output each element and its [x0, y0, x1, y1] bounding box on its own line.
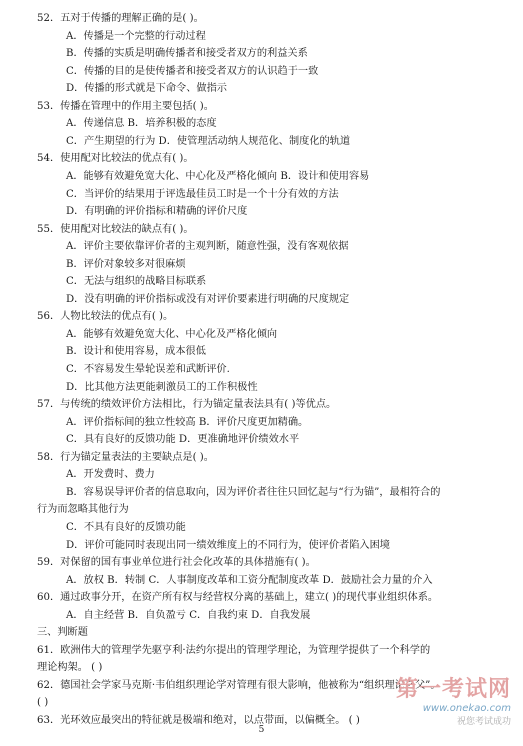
continuation-line: 行为而忽略其他行为: [37, 504, 129, 516]
watermark-title: 第一考试网: [395, 677, 511, 702]
option-line: C．传播的目的是使传播者和接受者双方的认识趋于一致: [66, 65, 319, 77]
option-line: A．传递信息 B．培养积极的态度: [66, 118, 217, 130]
option-line: C．具有良好的反馈功能 D．更准确地评价绩效水平: [66, 434, 300, 446]
watermark-url: www.onekao.com: [422, 703, 511, 714]
option-line: A．放权 B．转制 C．人事制度改革和工资分配制度改革 D．鼓励社会力量的介入: [66, 574, 433, 586]
question-line: 58．行为锚定量表法的主要缺点是( )。: [37, 451, 214, 463]
option-line: C．产生期望的行为 D．使管理活动纳人规范化、制度化的轨道: [66, 135, 351, 147]
question-line: 54．使用配对比较法的优点有( )。: [37, 153, 194, 165]
option-line: B．传播的实质是明确传播者和接受者双方的利益关系: [66, 48, 308, 60]
option-line: A．开发费时、费力: [66, 469, 155, 481]
option-line: C．无法与组织的战略目标联系: [66, 276, 207, 288]
option-line: B．容易误导评价者的信息取向，因为评价者往往只回忆起与“行为锚”，最相符合的: [66, 486, 441, 498]
continuation-line: 理论构架。 ( ): [37, 662, 103, 674]
option-line: D．传播的形式就是下命令、做指示: [66, 83, 227, 95]
option-line: C．不容易发生晕轮误差和武断评价.: [66, 364, 230, 375]
question-line: 59．对保留的国有事业单位进行社会化改革的具体措施有( )。: [37, 557, 316, 569]
question-line: 62．德国社会学家马克斯·韦伯组织理论学对管理有很大影响，他被称为“组织理论之父”。: [37, 679, 441, 691]
option-line: D．有明确的评价指标和精确的评价尺度: [66, 206, 248, 218]
option-line: D．比其他方法更能刺激员工的工作积极性: [66, 381, 258, 393]
option-line: A．评价主要依靠评价者的主观判断，随意性强，没有客观依据: [66, 241, 349, 253]
question-line: 55．使用配对比较法的缺点有( )。: [37, 223, 194, 235]
option-line: A．自主经营 B．自负盈亏 C．自我约束 D．自我发展: [66, 609, 311, 621]
question-line: 61．欧洲伟大的管理学先驱亨利·法约尔提出的管理学理论，为管理学提供了一个科学的: [37, 644, 431, 656]
option-line: A．能够有效避免宽大化、中心化及严格化倾向 B．设计和使用容易: [66, 170, 370, 182]
section-heading: 三、判断题: [37, 627, 88, 639]
question-line: 52．五对于传播的理解正确的是( )。: [37, 13, 204, 24]
watermark-slogan: 祝您考试成功: [456, 717, 511, 727]
option-line: D．没有明确的评价指标或没有对评价要素进行明确的尺度规定: [66, 293, 350, 305]
question-line: 57．与传统的绩效评价方法相比，行为锚定量表法具有( )等优点。: [37, 399, 337, 411]
option-line: C．不具有良好的反馈功能: [66, 521, 186, 533]
page-number: 5: [258, 725, 265, 735]
option-line: A．能够有效避免宽大化、中心化及严格化倾向: [66, 328, 278, 340]
question-line: 56．人物比较法的优点有( )。: [37, 311, 174, 323]
question-line: 63．光环效应最突出的特征就是极端和绝对，以点带面，以偏概全。 ( ): [37, 715, 360, 726]
question-line: 60．通过政事分开，在资产所有权与经营权分离的基础上，建立( )的现代事业组织体系。: [37, 592, 439, 604]
continuation-line: ( ): [37, 697, 49, 709]
option-line: B．设计和使用容易，成本很低: [66, 346, 206, 358]
option-line: B．评价对象较多对很麻烦: [66, 258, 186, 270]
option-line: D．评价可能同时表现出同一绩效维度上的不同行为，使评价者陷入困境: [66, 539, 390, 551]
option-line: C．当评价的结果用于评选最佳员工时是一个十分有效的方法: [66, 188, 339, 200]
option-line: A．评价指标间的独立性较高 B．评价尺度更加精确。: [66, 416, 309, 428]
question-line: 53．传播在管理中的作用主要包括( )。: [37, 100, 214, 112]
option-line: A．传播是一个完整的行动过程: [66, 30, 206, 42]
